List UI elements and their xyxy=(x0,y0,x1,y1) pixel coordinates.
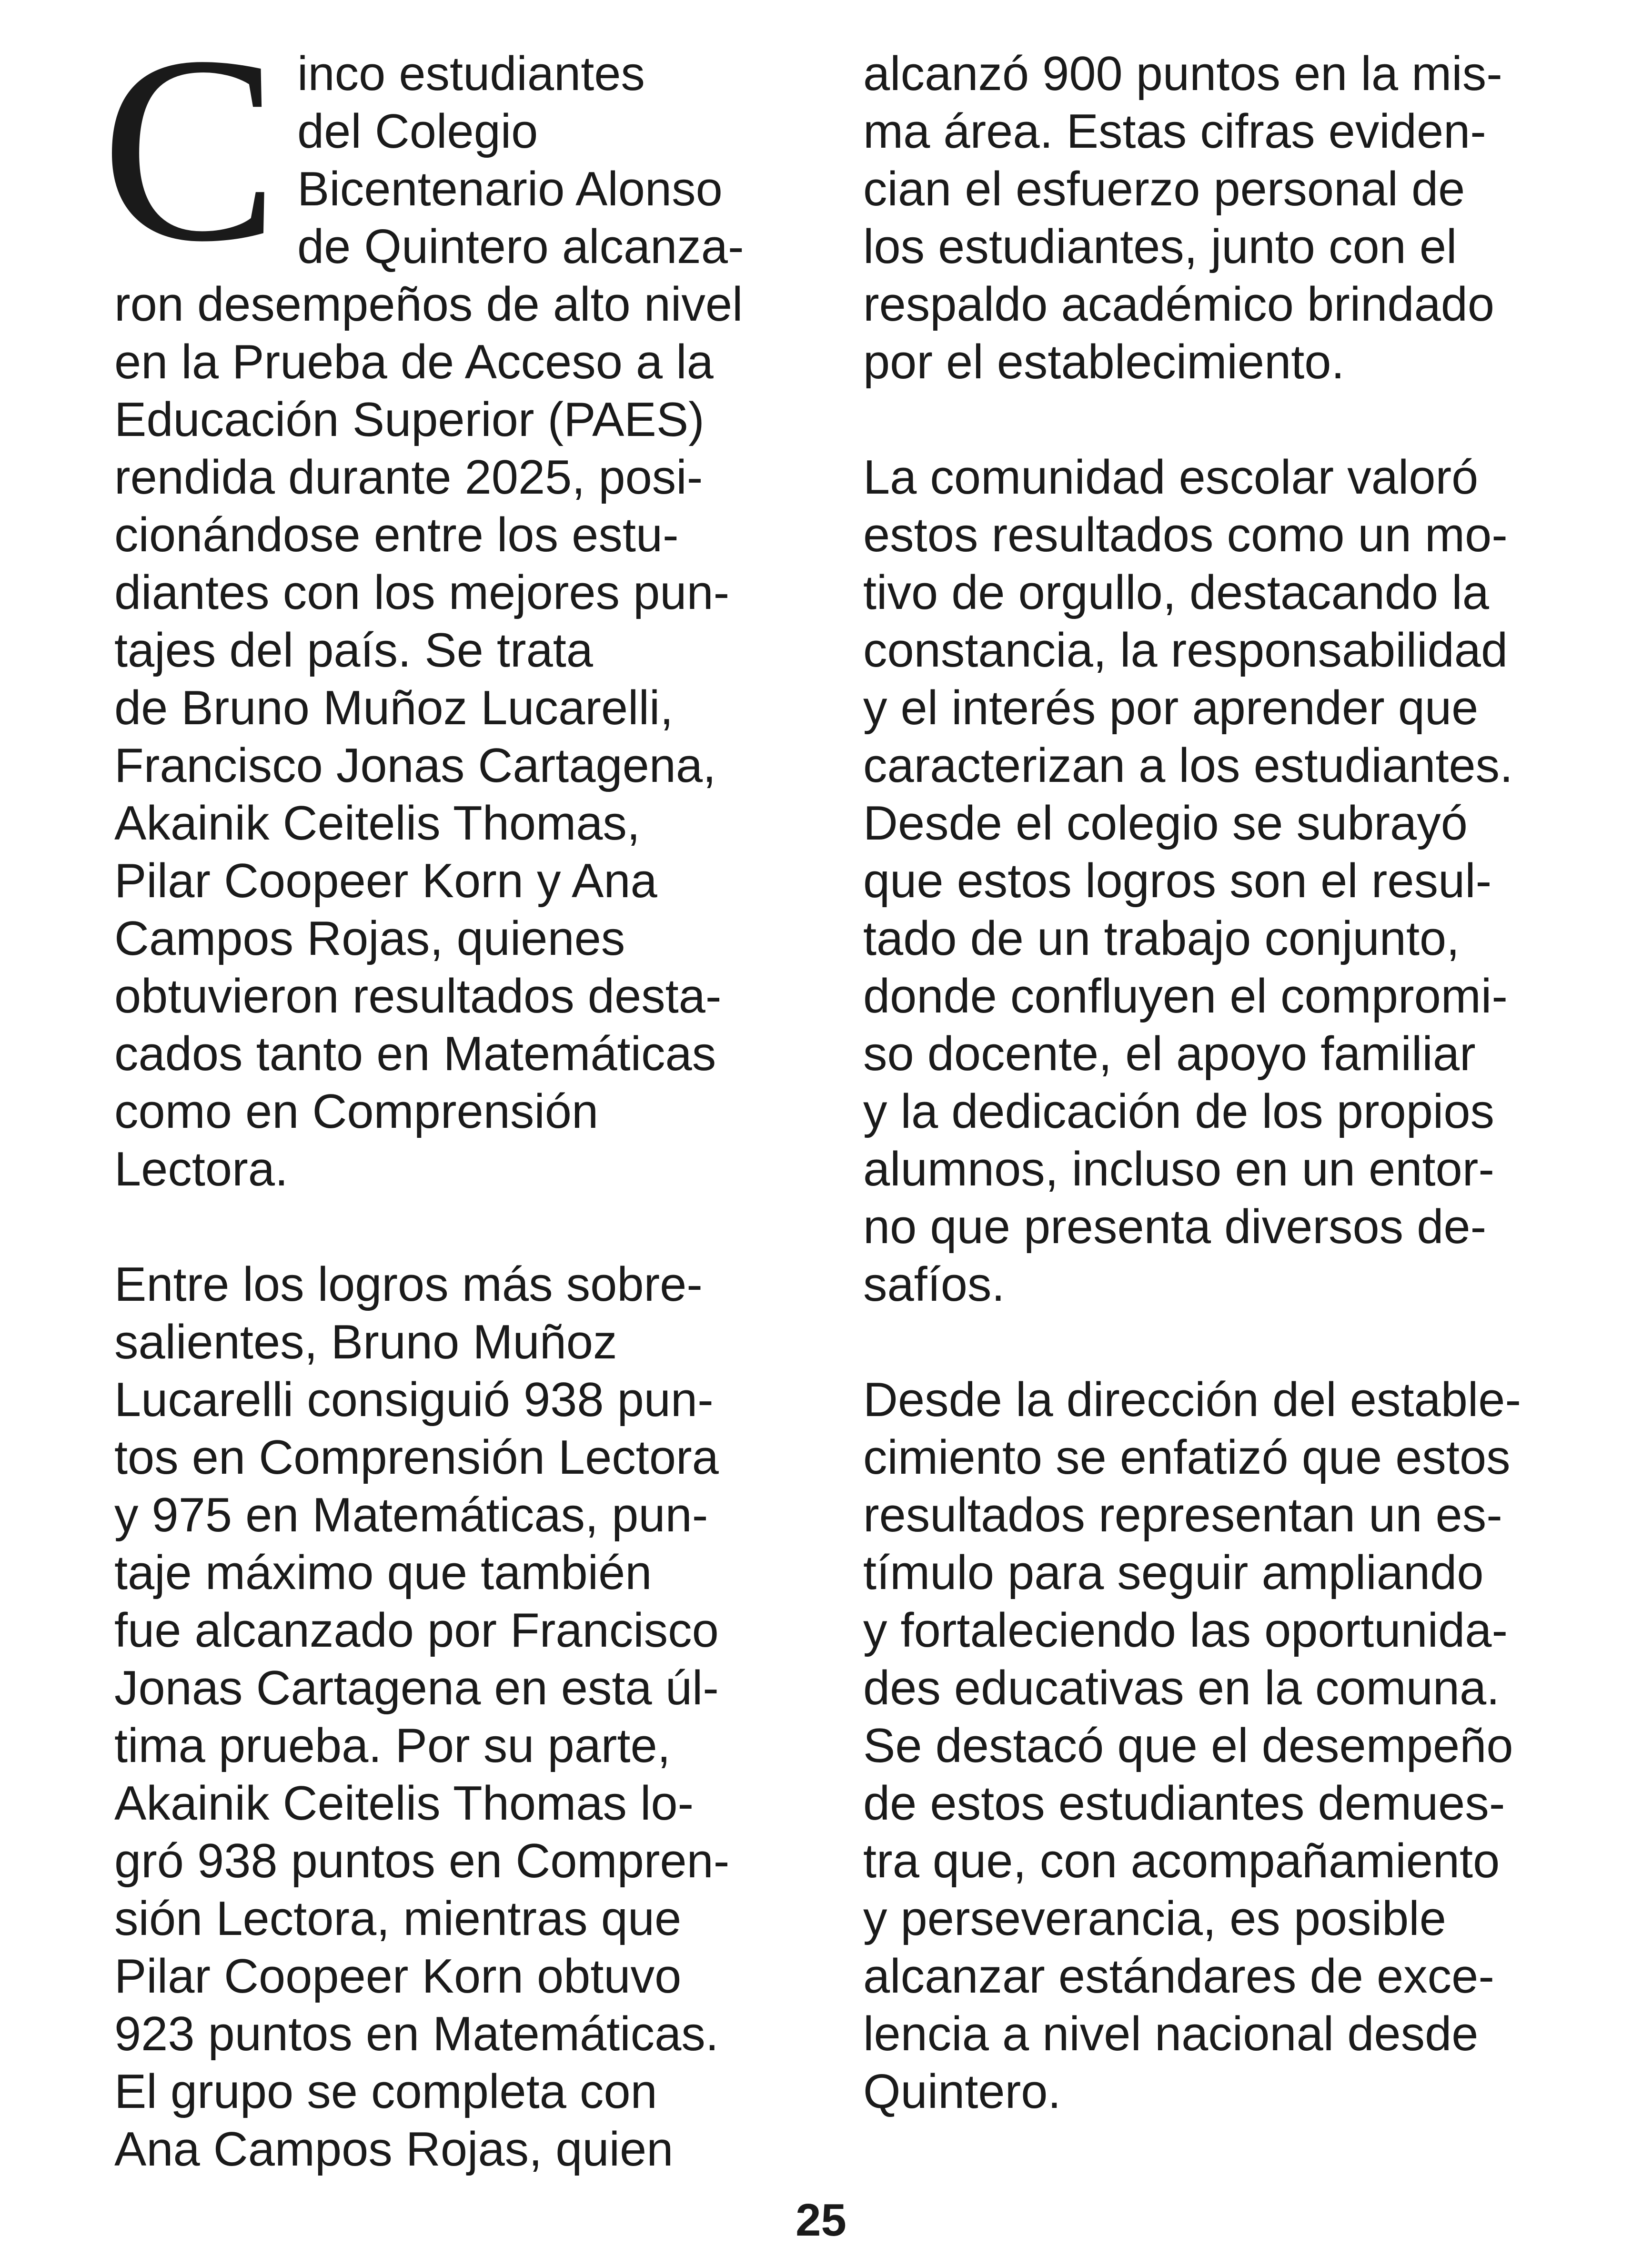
text-line: estos resultados como un mo- xyxy=(863,508,1508,562)
text-line: Se destacó que el desempeño xyxy=(863,1719,1513,1772)
page-number: 25 xyxy=(796,2195,846,2246)
text-line: como en Comprensión xyxy=(114,1085,599,1138)
text-line: Quintero. xyxy=(863,2065,1061,2118)
text-line: Ana Campos Rojas, quien xyxy=(114,2123,674,2176)
text-line: sión Lectora, mientras que xyxy=(114,1892,682,1945)
text-line: Campos Rojas, quienes xyxy=(114,912,625,965)
text-line: Lectora. xyxy=(114,1143,288,1196)
paragraph-intro xyxy=(114,45,800,1198)
text-line: no que presenta diversos de- xyxy=(863,1200,1487,1254)
text-line: Lucarelli consiguió 938 pun- xyxy=(114,1373,714,1427)
text-line: y la dedicación de los propios xyxy=(863,1085,1495,1138)
text-line: Desde la dirección del estable- xyxy=(863,1373,1521,1427)
text-line: de Bruno Muñoz Lucarelli, xyxy=(114,681,674,735)
right-column xyxy=(863,45,1578,2121)
text-line: respaldo académico brindado xyxy=(863,278,1495,331)
text-line: de estos estudiantes demues- xyxy=(863,1777,1505,1830)
paragraph-gap xyxy=(863,391,1578,449)
text-line: tra que, con acompañamiento xyxy=(863,1834,1500,1888)
text-line: diantes con los mejores pun- xyxy=(114,566,730,619)
text-line: La comunidad escolar valoró xyxy=(863,451,1479,504)
text-line: constancia, la responsabilidad xyxy=(863,624,1508,677)
text-line: alcanzar estándares de exce- xyxy=(863,1950,1494,2003)
text-line: Jonas Cartagena en esta úl- xyxy=(114,1661,719,1715)
text-line: inco estudiantes xyxy=(297,47,645,101)
text-line: y 975 en Matemáticas, pun- xyxy=(114,1488,708,1542)
text-line: Educación Superior (PAES) xyxy=(114,393,705,446)
text-line: ron desempeños de alto nivel xyxy=(114,278,743,331)
text-line: y el interés por aprender que xyxy=(863,681,1479,735)
text-line: tímulo para seguir ampliando xyxy=(863,1546,1484,1600)
text-line: Desde el colegio se subrayó xyxy=(863,797,1468,850)
paragraph-gap xyxy=(863,1314,1578,1371)
text-line: Pilar Coopeer Korn obtuvo xyxy=(114,1950,682,2003)
text-line: Entre los logros más sobre- xyxy=(114,1258,703,1311)
drop-cap: C xyxy=(101,1,279,297)
text-line: cionándose entre los estu- xyxy=(114,508,679,562)
text-line: ma área. Estas cifras eviden- xyxy=(863,105,1486,158)
text-line: El grupo se completa con xyxy=(114,2065,657,2118)
text-line: alcanzó 900 puntos en la mis- xyxy=(863,47,1502,101)
text-line: tajes del país. Se trata xyxy=(114,624,593,677)
text-line: safíos. xyxy=(863,1258,1005,1311)
paragraph-achievements xyxy=(114,1256,800,2178)
text-line: los estudiantes, junto con el xyxy=(863,220,1457,273)
text-line: tado de un trabajo conjunto, xyxy=(863,912,1460,965)
text-line: Akainik Ceitelis Thomas lo- xyxy=(114,1777,694,1830)
left-column xyxy=(114,45,800,2178)
text-line: fue alcanzado por Francisco xyxy=(114,1604,719,1657)
text-line: Francisco Jonas Cartagena, xyxy=(114,739,716,792)
text-line: cimiento se enfatizó que estos xyxy=(863,1431,1511,1484)
paragraph-gap xyxy=(114,1198,800,1256)
text-line: por el establecimiento. xyxy=(863,335,1345,389)
text-line: del Colegio xyxy=(297,105,538,158)
text-line: obtuvieron resultados desta- xyxy=(114,970,722,1023)
text-line: Pilar Coopeer Korn y Ana xyxy=(114,854,657,908)
text-line: cian el esfuerzo personal de xyxy=(863,162,1465,216)
text-line: resultados representan un es- xyxy=(863,1488,1502,1542)
paragraph-direction xyxy=(863,1371,1578,2121)
text-line: salientes, Bruno Muñoz xyxy=(114,1316,617,1369)
paragraph-continuation xyxy=(863,45,1578,391)
text-line: Akainik Ceitelis Thomas, xyxy=(114,797,640,850)
text-line: so docente, el apoyo familiar xyxy=(863,1027,1476,1081)
text-line: donde confluyen el compromi- xyxy=(863,970,1508,1023)
text-line: caracterizan a los estudiantes. xyxy=(863,739,1513,792)
paragraph-community xyxy=(863,449,1578,1314)
text-line: alumnos, incluso en un entor- xyxy=(863,1143,1494,1196)
text-line: 923 puntos en Matemáticas. xyxy=(114,2007,719,2061)
text-line: de Quintero alcanza- xyxy=(297,220,744,273)
text-line: rendida durante 2025, posi- xyxy=(114,451,703,504)
text-line: des educativas en la comuna. xyxy=(863,1661,1500,1715)
text-line: tivo de orgullo, destacando la xyxy=(863,566,1489,619)
text-line: y fortaleciendo las oportunida- xyxy=(863,1604,1508,1657)
text-line: Bicentenario Alonso xyxy=(297,162,723,216)
text-line: tos en Comprensión Lectora xyxy=(114,1431,719,1484)
text-line: y perseverancia, es posible xyxy=(863,1892,1446,1945)
text-line: cados tanto en Matemáticas xyxy=(114,1027,716,1081)
text-line: tima prueba. Por su parte, xyxy=(114,1719,671,1772)
text-line: en la Prueba de Acceso a la xyxy=(114,335,714,389)
text-line: que estos logros son el resul- xyxy=(863,854,1492,908)
text-line: lencia a nivel nacional desde xyxy=(863,2007,1479,2061)
text-line: taje máximo que también xyxy=(114,1546,652,1600)
text-line: gró 938 puntos en Compren- xyxy=(114,1834,730,1888)
